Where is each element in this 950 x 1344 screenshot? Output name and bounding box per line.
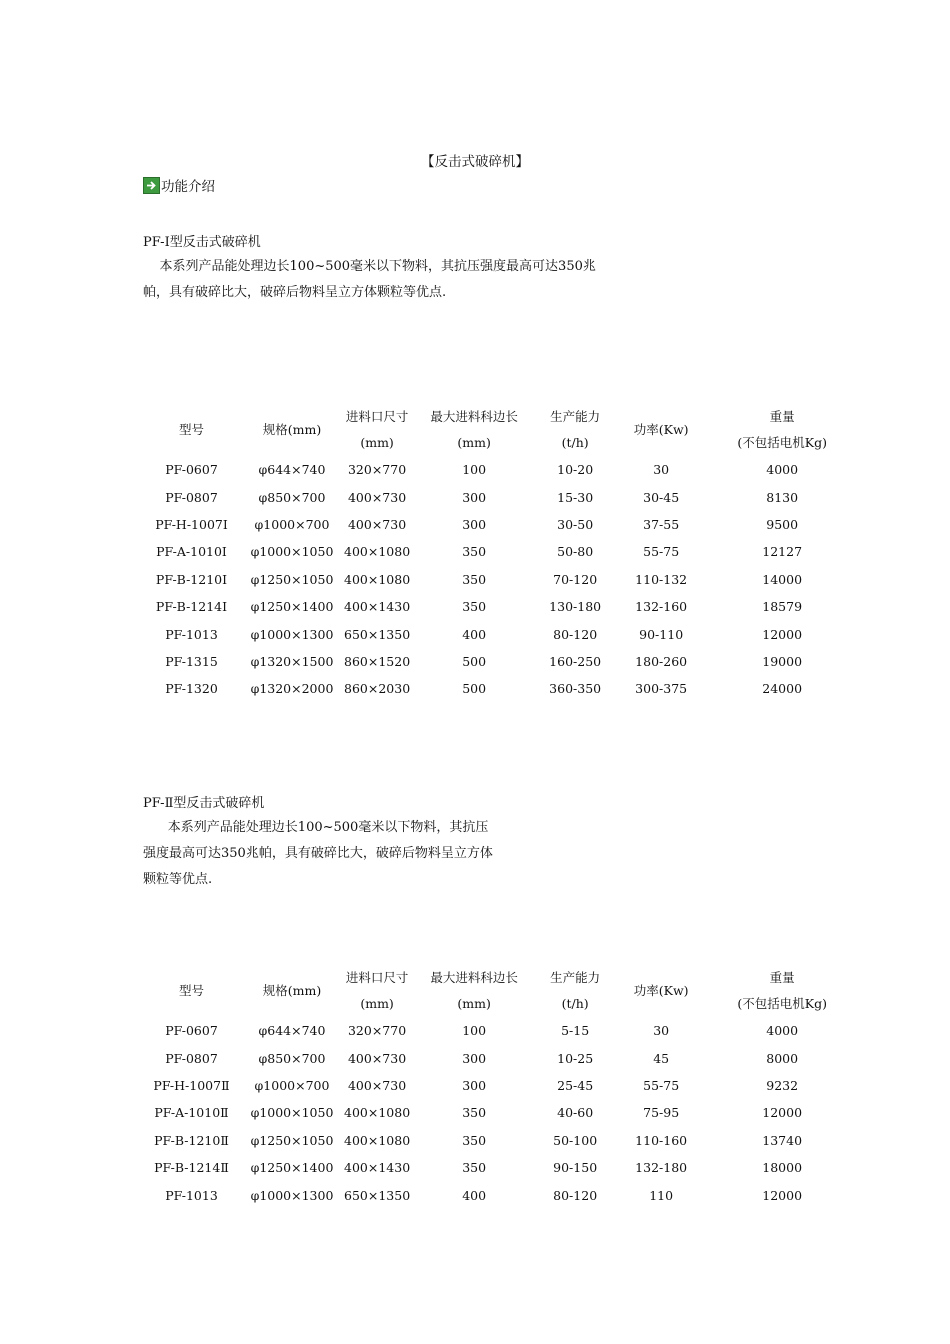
table-cell: 130-180: [549, 599, 602, 615]
description-line: 颗粒等优点.: [143, 872, 213, 887]
table-row: [143, 566, 854, 593]
table-cell: PF-B-1214Ⅱ: [154, 1160, 229, 1176]
table-cell: φ850×700: [258, 1050, 326, 1066]
table-cell: 180-260: [635, 653, 688, 669]
table-cell: 12000: [762, 1105, 803, 1121]
table-cell: 12000: [762, 1187, 803, 1203]
column-header-line1: 规格(mm): [262, 983, 322, 998]
table-cell: 30: [653, 462, 670, 478]
table-cell: 110: [649, 1187, 674, 1203]
column-header: [538, 404, 612, 456]
column-header: [143, 404, 240, 456]
table-cell: φ1320×1500: [250, 653, 334, 669]
column-header: [710, 404, 854, 456]
table-cell: 400: [462, 1187, 487, 1203]
table-cell: 55-75: [643, 1077, 680, 1093]
table-cell: 400×1080: [344, 544, 411, 560]
table-row: [143, 511, 854, 538]
spec-table-pf1: [143, 404, 854, 703]
column-header: [410, 965, 538, 1017]
table-cell: 300: [462, 1050, 487, 1066]
table-row: [143, 1127, 854, 1154]
table-cell: 10-20: [557, 462, 594, 478]
table-cell: 10-25: [557, 1050, 594, 1066]
table-row: [143, 620, 854, 647]
table-cell: 650×1350: [344, 1187, 411, 1203]
table-cell: 400×730: [347, 516, 407, 532]
table-cell: 500: [462, 681, 487, 697]
table-header-row: [143, 404, 854, 456]
table-cell: 400×1430: [344, 599, 411, 615]
table-cell: φ1000×1300: [250, 1187, 334, 1203]
table-cell: PF-B-1210Ⅰ: [155, 571, 228, 587]
column-header-line1: 进料口尺寸: [345, 409, 409, 424]
table-row: [143, 648, 854, 675]
column-header: [344, 965, 410, 1017]
table-cell: 160-250: [549, 653, 602, 669]
table-cell: φ1000×700: [254, 516, 330, 532]
table-cell: 50-80: [557, 544, 594, 560]
table-cell: φ1250×1050: [250, 1132, 334, 1148]
table-cell: 400×730: [347, 489, 407, 505]
table-cell: PF-1315: [165, 653, 218, 669]
table-row: [143, 593, 854, 620]
table-cell: 110-132: [635, 571, 688, 587]
table-cell: PF-0607: [165, 462, 218, 478]
table-cell: 132-160: [635, 599, 688, 615]
table-cell: 18000: [762, 1160, 803, 1176]
table-cell: 90-150: [553, 1160, 598, 1176]
table-cell: 12127: [762, 544, 803, 560]
table-row: [143, 1154, 854, 1181]
table-cell: φ644×740: [258, 1023, 326, 1039]
column-header-line1: 重量: [769, 970, 795, 985]
table-cell: 80-120: [553, 1187, 598, 1203]
section2-title: PF-Ⅱ型反击式破碎机: [143, 796, 265, 811]
table-cell: φ1250×1050: [250, 571, 334, 587]
column-header: [410, 404, 538, 456]
column-header-line1: 生产能力: [550, 409, 601, 424]
table-cell: 300: [462, 489, 487, 505]
table-cell: 30-50: [557, 516, 594, 532]
table-row: [143, 1072, 854, 1099]
column-header-line1: 功率(Kw): [633, 422, 689, 437]
table-cell: 400×730: [347, 1077, 407, 1093]
table-cell: 350: [462, 1105, 487, 1121]
column-header-line1: 进料口尺寸: [345, 970, 409, 985]
table-cell: PF-1320: [165, 681, 218, 697]
table-cell: 860×1520: [344, 653, 411, 669]
table-cell: 350: [462, 599, 487, 615]
description-line: 帕，具有破碎比大，破碎后物料呈立方体颗粒等优点.: [143, 285, 447, 300]
section1-description: [143, 254, 596, 306]
table-cell: 110-160: [635, 1132, 688, 1148]
table-cell: 24000: [762, 681, 803, 697]
table-row: [143, 1017, 854, 1044]
table-cell: 37-55: [643, 516, 680, 532]
table-cell: 45: [653, 1050, 670, 1066]
column-header-line1: 重量: [769, 409, 795, 424]
description-line: 强度最高可达350兆帕，具有破碎比大，破碎后物料呈立方体: [143, 846, 493, 861]
column-header: [612, 404, 710, 456]
table-cell: 350: [462, 571, 487, 587]
column-header: [240, 965, 344, 1017]
table-cell: 300: [462, 1077, 487, 1093]
description-line: 本系列产品能处理边长100~500毫米以下物料，其抗压: [143, 820, 489, 835]
table-cell: 400×1430: [344, 1160, 411, 1176]
table-cell: PF-0607: [165, 1023, 218, 1039]
page-title: 【反击式破碎机】: [421, 154, 529, 170]
table-cell: φ850×700: [258, 489, 326, 505]
table-cell: 55-75: [643, 544, 680, 560]
table-cell: 350: [462, 544, 487, 560]
column-header: [710, 965, 854, 1017]
table-cell: 70-120: [553, 571, 598, 587]
table-cell: PF-A-1010Ⅱ: [154, 1105, 229, 1121]
column-header-line2: (mm): [457, 435, 491, 450]
table-cell: 13740: [762, 1132, 803, 1148]
column-header: [143, 965, 240, 1017]
table-cell: 14000: [762, 571, 803, 587]
column-header-line1: 生产能力: [550, 970, 601, 985]
table-cell: PF-1013: [165, 626, 218, 642]
table-cell: 300: [462, 516, 487, 532]
column-header-line1: 型号: [178, 422, 204, 437]
table-cell: PF-H-1007Ⅱ: [153, 1077, 230, 1093]
column-header-line2: (t/h): [561, 435, 589, 450]
column-header-line2: (不包括电机Kg): [737, 996, 827, 1011]
table-cell: 650×1350: [344, 626, 411, 642]
table-cell: PF-H-1007Ⅰ: [155, 516, 228, 532]
table-cell: 100: [462, 1023, 487, 1039]
table-row: [143, 1181, 854, 1208]
table-cell: 15-30: [557, 489, 594, 505]
table-cell: 100: [462, 462, 487, 478]
table-cell: 4000: [766, 1023, 799, 1039]
table-cell: 8130: [766, 489, 799, 505]
table-row: [143, 1044, 854, 1071]
table-cell: φ1000×1300: [250, 626, 334, 642]
table-cell: 320×770: [347, 462, 407, 478]
table-cell: PF-0807: [165, 489, 218, 505]
table-cell: φ1250×1400: [250, 1160, 334, 1176]
table-cell: 75-95: [643, 1105, 680, 1121]
table-cell: φ1250×1400: [250, 599, 334, 615]
table-cell: 400×1080: [344, 1132, 411, 1148]
table-cell: φ1000×1050: [250, 544, 334, 560]
column-header: [344, 404, 410, 456]
function-intro: [143, 175, 215, 195]
table-cell: 9232: [766, 1077, 799, 1093]
column-header: [612, 965, 710, 1017]
table-cell: 5-15: [561, 1023, 590, 1039]
column-header-line2: (mm): [457, 996, 491, 1011]
column-header-line1: 型号: [178, 983, 204, 998]
column-header-line2: (不包括电机Kg): [737, 435, 827, 450]
table-cell: 30: [653, 1023, 670, 1039]
table-cell: 90-110: [639, 626, 684, 642]
table-cell: 400×1080: [344, 1105, 411, 1121]
table-row: [143, 456, 854, 483]
function-intro-label: 功能介绍: [161, 179, 215, 195]
table-cell: 18579: [762, 599, 803, 615]
column-header-line1: 功率(Kw): [633, 983, 689, 998]
spec-table-pf2: [143, 965, 854, 1209]
section2-description: [143, 815, 493, 893]
table-cell: PF-1013: [165, 1187, 218, 1203]
table-cell: 4000: [766, 462, 799, 478]
green-arrow-icon: [143, 177, 160, 194]
table-cell: 25-45: [557, 1077, 594, 1093]
table-cell: φ1000×700: [254, 1077, 330, 1093]
section1-title: PF-Ⅰ型反击式破碎机: [143, 235, 261, 250]
table-cell: 350: [462, 1132, 487, 1148]
table-cell: 30-45: [643, 489, 680, 505]
table-cell: PF-0807: [165, 1050, 218, 1066]
column-header-line1: 最大进料科边长: [430, 409, 518, 424]
table-cell: φ1000×1050: [250, 1105, 334, 1121]
table-cell: φ644×740: [258, 462, 326, 478]
table-cell: 40-60: [557, 1105, 594, 1121]
table-cell: 12000: [762, 626, 803, 642]
table-cell: 400×1080: [344, 571, 411, 587]
table-cell: 320×770: [347, 1023, 407, 1039]
table-cell: 350: [462, 1160, 487, 1176]
table-cell: PF-A-1010Ⅰ: [156, 544, 227, 560]
column-header-line1: 规格(mm): [262, 422, 322, 437]
column-header: [538, 965, 612, 1017]
table-cell: 500: [462, 653, 487, 669]
column-header-line2: (t/h): [561, 996, 589, 1011]
table-row: [143, 483, 854, 510]
table-cell: φ1320×2000: [250, 681, 334, 697]
table-cell: 360-350: [549, 681, 602, 697]
table-cell: 860×2030: [344, 681, 411, 697]
column-header-line1: 最大进料科边长: [430, 970, 518, 985]
table-cell: 80-120: [553, 626, 598, 642]
table-cell: 400×730: [347, 1050, 407, 1066]
table-row: [143, 1099, 854, 1126]
table-cell: 300-375: [635, 681, 688, 697]
column-header: [240, 404, 344, 456]
table-header-row: [143, 965, 854, 1017]
table-cell: 19000: [762, 653, 803, 669]
table-cell: PF-B-1210Ⅱ: [154, 1132, 229, 1148]
table-cell: 9500: [766, 516, 799, 532]
table-cell: 50-100: [553, 1132, 598, 1148]
column-header-line2: (mm): [360, 996, 394, 1011]
description-line: 本系列产品能处理边长100~500毫米以下物料，其抗压强度最高可达350兆: [143, 259, 596, 274]
table-cell: PF-B-1214Ⅰ: [155, 599, 228, 615]
table-row: [143, 675, 854, 702]
table-cell: 400: [462, 626, 487, 642]
table-cell: 8000: [766, 1050, 799, 1066]
table-row: [143, 538, 854, 565]
column-header-line2: (mm): [360, 435, 394, 450]
table-cell: 132-180: [635, 1160, 688, 1176]
